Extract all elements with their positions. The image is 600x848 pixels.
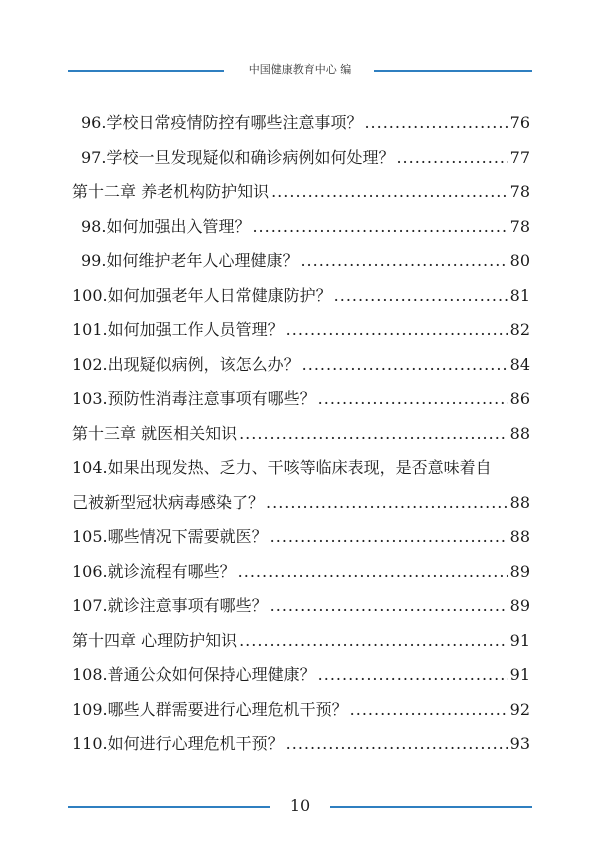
toc-leader-dots xyxy=(270,520,508,555)
toc-page-number: 78 xyxy=(509,216,530,236)
toc-page-number: 88 xyxy=(509,423,530,443)
toc-entry[interactable] xyxy=(72,382,530,417)
toc-entry-title: 97.学校一旦发现疑似和确诊病例如何处理？ xyxy=(81,147,395,167)
toc-entry-title: 105.哪些情况下需要就医？ xyxy=(72,527,268,546)
toc-page-number: 76 xyxy=(509,113,530,132)
toc-page-number: 91 xyxy=(509,665,530,684)
header-rule-right xyxy=(374,70,532,72)
toc-entry-title: 110.如何进行心理危机干预？ xyxy=(72,734,284,753)
toc-entry[interactable] xyxy=(72,313,530,348)
table-of-contents xyxy=(72,106,530,762)
toc-page-number: 88 xyxy=(509,492,530,512)
toc-entry-title: 108.普通公众如何保持心理健康？ xyxy=(72,665,316,684)
toc-leader-dots xyxy=(286,727,508,762)
toc-leader-dots xyxy=(318,658,508,693)
toc-leader-dots xyxy=(271,175,508,210)
page-header xyxy=(68,60,532,82)
page-number: 10 xyxy=(289,796,311,815)
toc-entry-title: 101.如何加强工作人员管理？ xyxy=(72,320,284,339)
toc-entry-title: 100.如何加强老年人日常健康防护？ xyxy=(72,285,332,305)
toc-entry[interactable] xyxy=(72,727,530,762)
toc-entry[interactable] xyxy=(72,451,530,486)
toc-leader-dots xyxy=(318,382,508,417)
toc-leader-dots xyxy=(364,106,507,141)
toc-page-number: 86 xyxy=(509,389,530,408)
toc-page-number: 93 xyxy=(509,734,530,753)
toc-chapter[interactable] xyxy=(72,175,530,210)
toc-chapter-title: 第十二章 养老机构防护知识 xyxy=(72,182,270,201)
toc-entry[interactable] xyxy=(72,555,530,590)
toc-page-number: 84 xyxy=(509,354,530,374)
toc-page-number: 88 xyxy=(509,527,530,546)
toc-entry[interactable] xyxy=(72,693,530,728)
toc-leader-dots xyxy=(396,141,507,176)
toc-entry-title: 102.出现疑似病例，该怎么办？ xyxy=(72,354,300,374)
toc-entry-title: 96.学校日常疫情防控有哪些注意事项？ xyxy=(81,113,363,132)
toc-leader-dots xyxy=(238,555,508,590)
toc-entry[interactable] xyxy=(72,141,530,176)
toc-entry[interactable] xyxy=(72,589,530,624)
toc-leader-dots xyxy=(266,486,508,521)
page-footer xyxy=(68,796,532,818)
toc-leader-dots xyxy=(334,279,508,314)
toc-leader-dots xyxy=(252,210,507,245)
toc-entry-title: 107.就诊注意事项有哪些？ xyxy=(72,596,268,615)
toc-page-number: 81 xyxy=(509,285,530,305)
toc-leader-dots xyxy=(286,313,508,348)
toc-entry-title: 109.哪些人群需要进行心理危机干预？ xyxy=(72,699,348,719)
toc-leader-dots xyxy=(239,624,508,659)
toc-entry-title: 98.如何加强出入管理？ xyxy=(81,216,251,236)
header-title: 中国健康教育中心 编 xyxy=(248,63,352,76)
toc-entry[interactable] xyxy=(72,244,530,279)
toc-page-number: 92 xyxy=(509,699,530,719)
toc-chapter[interactable] xyxy=(72,417,530,452)
toc-page-number: 89 xyxy=(509,561,530,581)
toc-entry[interactable] xyxy=(72,210,530,245)
toc-leader-dots xyxy=(302,348,508,383)
toc-leader-dots xyxy=(350,693,508,728)
toc-entry-title: 106.就诊流程有哪些？ xyxy=(72,561,236,581)
toc-page-number: 78 xyxy=(509,182,530,201)
toc-leader-dots xyxy=(300,244,507,279)
toc-entry-title: 己被新型冠状病毒感染了？ xyxy=(72,492,265,512)
toc-entry[interactable] xyxy=(72,106,530,141)
toc-page-number: 82 xyxy=(509,320,530,339)
toc-page-number: 80 xyxy=(509,251,530,270)
toc-entry-title: 103.预防性消毒注意事项有哪些？ xyxy=(72,389,316,408)
toc-entry-continuation[interactable] xyxy=(72,486,530,521)
toc-chapter-title: 第十三章 就医相关知识 xyxy=(72,423,238,443)
toc-entry[interactable] xyxy=(72,658,530,693)
footer-rule-right xyxy=(330,806,532,808)
toc-entry[interactable] xyxy=(72,348,530,383)
toc-entry[interactable] xyxy=(72,520,530,555)
toc-page-number: 89 xyxy=(509,596,530,615)
toc-entry[interactable] xyxy=(72,279,530,314)
toc-chapter-title: 第十四章 心理防护知识 xyxy=(72,630,238,650)
toc-leader-dots xyxy=(270,589,508,624)
toc-page-number: 91 xyxy=(509,630,530,650)
toc-entry-title: 99.如何维护老年人心理健康？ xyxy=(81,251,299,270)
toc-chapter[interactable] xyxy=(72,624,530,659)
toc-leader-dots xyxy=(239,417,508,452)
toc-entry-title: 104.如果出现发热、乏力、干咳等临床表现，是否意味着自 xyxy=(72,458,492,477)
toc-page-number: 77 xyxy=(509,147,530,167)
